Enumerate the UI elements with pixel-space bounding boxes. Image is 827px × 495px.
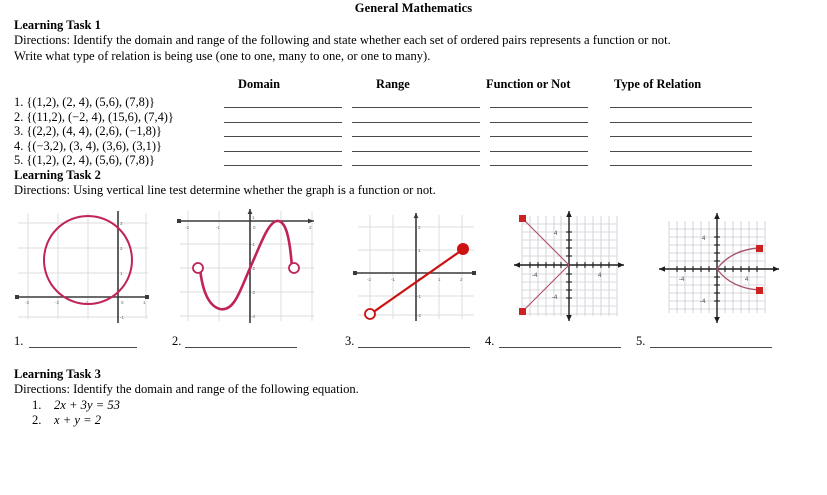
answer-blank-domain-4[interactable] — [224, 151, 342, 152]
svg-text:-1: -1 — [85, 300, 90, 305]
svg-text:-2: -2 — [55, 300, 60, 305]
graph-5-svg — [655, 207, 783, 325]
graph-answer-blank-3[interactable] — [358, 347, 470, 348]
svg-text:2: 2 — [309, 225, 312, 230]
svg-text:1: 1 — [438, 277, 441, 282]
table-row — [14, 140, 814, 155]
graph-4-sideways-v — [510, 207, 628, 325]
svg-text:2: 2 — [120, 246, 123, 251]
axis-tick-labels — [679, 236, 749, 305]
axes — [514, 211, 624, 321]
svg-text:-4: -4 — [251, 314, 256, 319]
svg-text:3: 3 — [120, 221, 123, 226]
graph-3-svg — [350, 207, 480, 325]
open-endpoint — [365, 309, 375, 319]
cubic-curve — [200, 221, 292, 309]
svg-text:1: 1 — [418, 248, 421, 253]
task2-answer-blanks — [0, 334, 827, 352]
axis-tick-labels — [367, 225, 463, 318]
graph-2-cubic — [176, 207, 316, 325]
graph-answer-blank-5[interactable] — [650, 347, 772, 348]
line-segment — [372, 250, 462, 313]
svg-text:-4: -4 — [552, 295, 558, 301]
answer-blank-relation-3[interactable] — [610, 136, 752, 137]
table-row — [14, 96, 814, 111]
task1-column-headers — [14, 77, 814, 93]
answer-blank-function-1[interactable] — [490, 107, 588, 108]
ordered-pair-set-1: 1. {(1,2), (2, 4), (5,6), (7,8)} — [14, 95, 155, 109]
equation-index-2: 2. — [32, 413, 42, 427]
ordered-pair-set-5: 5. {(1,2), (2, 4), (5,6), (7,8)} — [14, 153, 155, 168]
graph-2-svg — [176, 207, 316, 325]
task2-graph-strip — [0, 207, 827, 329]
graph-1-circle — [14, 207, 150, 325]
endpoint-marker-upper — [756, 245, 763, 252]
svg-text:2: 2 — [418, 225, 421, 230]
svg-text:1: 1 — [120, 271, 123, 276]
svg-text:-3: -3 — [251, 290, 256, 295]
svg-text:-3: -3 — [25, 300, 30, 305]
graph-answer-number-3: 3. — [345, 334, 355, 348]
answer-blank-range-5[interactable] — [352, 165, 480, 166]
equation-text-2: x + y = 2 — [54, 413, 102, 427]
svg-text:4: 4 — [745, 277, 749, 283]
svg-text:4: 4 — [598, 273, 602, 279]
answer-blank-function-2[interactable] — [490, 122, 588, 123]
svg-text:-2: -2 — [185, 225, 190, 230]
column-header-range: Range — [376, 77, 410, 91]
graph-5-sideways-parabola — [655, 207, 783, 325]
svg-text:-4: -4 — [700, 299, 706, 305]
answer-blank-function-4[interactable] — [490, 151, 588, 152]
task1-rows — [14, 96, 814, 169]
learning-task-2-section — [14, 168, 814, 199]
svg-text:-1: -1 — [251, 242, 256, 247]
svg-text:-1: -1 — [391, 277, 396, 282]
svg-text:0: 0 — [121, 300, 124, 305]
graph-answer-number-4: 4. — [485, 334, 495, 348]
table-row — [14, 111, 814, 126]
svg-text:4: 4 — [554, 231, 558, 237]
graph-answer-blank-4[interactable] — [499, 347, 621, 348]
answer-blank-relation-4[interactable] — [610, 151, 752, 152]
task1-directions — [14, 33, 800, 64]
task3-heading: Learning Task 3 — [14, 367, 101, 381]
svg-text:-1: -1 — [216, 225, 221, 230]
svg-text:-4: -4 — [532, 273, 538, 279]
answer-blank-relation-1[interactable] — [610, 107, 752, 108]
ordered-pair-set-2: 2. {(11,2), (−2, 4), (15,6), (7,4)} — [14, 109, 174, 124]
svg-text:1: 1 — [143, 300, 146, 305]
graph-answer-number-2: 2. — [172, 334, 182, 348]
graph-answer-blank-1[interactable] — [29, 347, 137, 348]
svg-text:-1: -1 — [417, 294, 422, 299]
answer-blank-relation-5[interactable] — [610, 165, 752, 166]
graph-1-svg — [14, 207, 150, 325]
task3-directions: Directions: Identify the domain and range of the following equation. — [14, 382, 359, 396]
equation-text-1: 2x + 3y = 53 — [54, 397, 120, 412]
learning-task-3-section — [14, 367, 814, 429]
svg-text:-1: -1 — [120, 315, 125, 320]
column-header-domain: Domain — [238, 77, 280, 91]
svg-text:-2: -2 — [251, 266, 256, 271]
task3-equation-list — [14, 398, 814, 429]
svg-text:2: 2 — [460, 277, 463, 282]
endpoint-marker-upper — [519, 215, 526, 222]
axes — [15, 211, 149, 323]
svg-text:1: 1 — [252, 215, 255, 220]
svg-text:-4: -4 — [679, 277, 685, 283]
graph-4-svg — [510, 207, 628, 325]
answer-blank-relation-2[interactable] — [610, 122, 752, 123]
ordered-pair-set-4: 4. {(−3,2), (3, 4), (3,6), (3,1)} — [14, 138, 162, 153]
answer-blank-function-3[interactable] — [490, 136, 588, 137]
list-item — [14, 413, 814, 429]
answer-blank-domain-2[interactable] — [224, 122, 342, 123]
svg-text:-2: -2 — [367, 277, 372, 282]
answer-blank-function-5[interactable] — [490, 165, 588, 166]
task2-directions: Directions: Using vertical line test determine whether the graph is a function or not. — [14, 183, 436, 197]
column-header-function-or-not: Function or Not — [486, 77, 571, 91]
equation-index-1: 1. — [32, 397, 42, 412]
task1-directions-line-1: Directions: Identify the domain and range of the following and state whether each set of ordered pairs represents a function or not. — [14, 33, 671, 47]
task1-directions-line-2: Write what type of relation is being use (one to one, many to one, or one to many). — [14, 48, 431, 63]
closed-endpoint — [457, 243, 469, 255]
svg-text:4: 4 — [702, 236, 706, 242]
open-endpoint-left — [193, 263, 203, 273]
answer-blank-domain-5[interactable] — [224, 165, 342, 166]
answer-blank-range-2[interactable] — [352, 122, 480, 123]
table-row — [14, 125, 814, 140]
task2-heading: Learning Task 2 — [14, 168, 101, 182]
answer-blank-domain-1[interactable] — [224, 107, 342, 108]
svg-text:0: 0 — [253, 225, 256, 230]
table-row — [14, 154, 814, 169]
endpoint-marker-lower — [756, 287, 763, 294]
answer-blank-range-3[interactable] — [352, 136, 480, 137]
answer-blank-domain-3[interactable] — [224, 136, 342, 137]
answer-blank-range-1[interactable] — [352, 107, 480, 108]
svg-text:-2: -2 — [417, 313, 422, 318]
graph-3-segment — [350, 207, 480, 325]
open-endpoint-right — [289, 263, 299, 273]
list-item — [14, 398, 814, 414]
endpoint-marker-lower — [519, 308, 526, 315]
axis-tick-labels — [25, 221, 146, 320]
answer-blank-range-4[interactable] — [352, 151, 480, 152]
graph-answer-number-5: 5. — [636, 334, 646, 348]
graph-answer-blank-2[interactable] — [185, 347, 297, 348]
task1-heading: Learning Task 1 — [14, 18, 101, 32]
graph-answer-number-1: 1. — [14, 334, 24, 348]
learning-task-1-section — [14, 18, 814, 168]
ordered-pair-set-3: 3. {(2,2), (4, 4), (2,6), (−1,8)} — [14, 124, 162, 139]
axes — [353, 213, 476, 321]
column-header-type-of-relation: Type of Relation — [614, 77, 702, 91]
page-title: General Mathematics — [354, 1, 473, 15]
